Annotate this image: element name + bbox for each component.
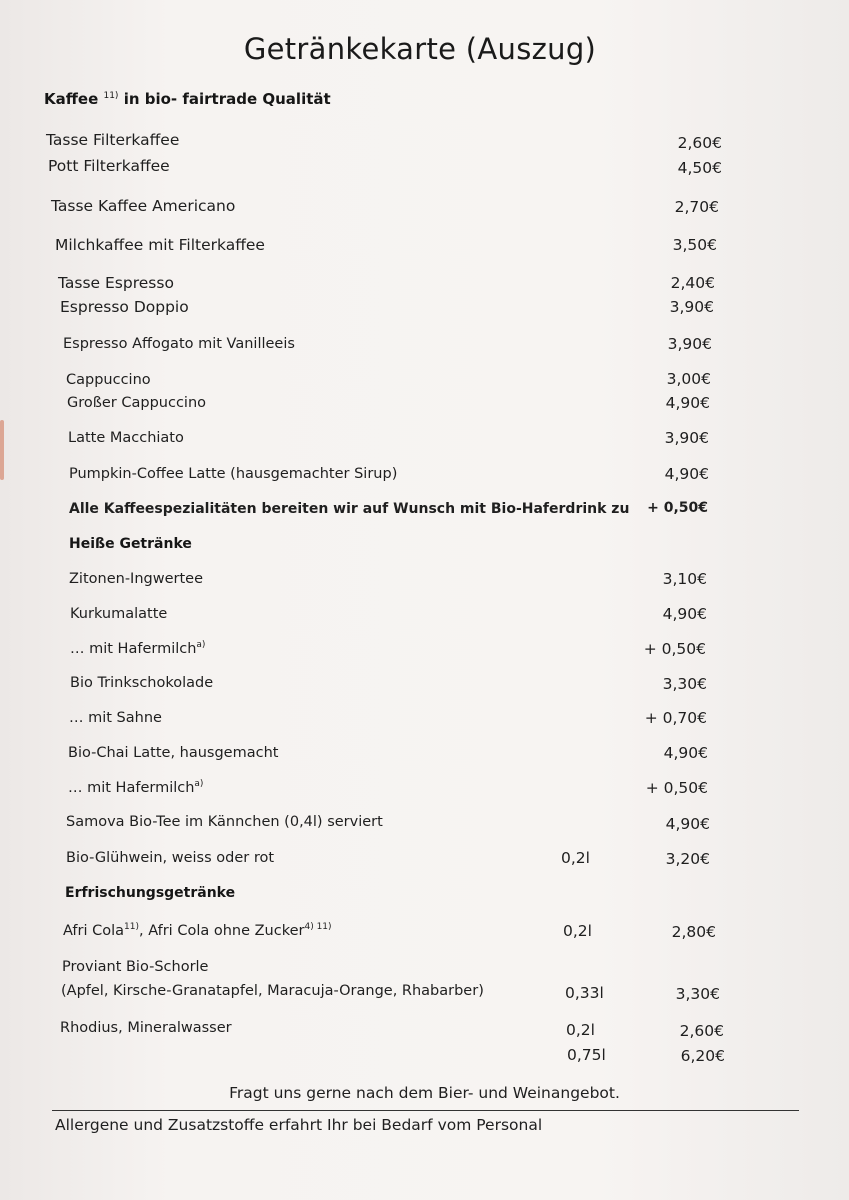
addon-footnote: a) (196, 640, 206, 650)
menu-item-description: (Apfel, Kirsche-Granatapfel, Maracuja-Orange, Rhabarber) (61, 983, 484, 999)
menu-item-volume: 0,2l (566, 1021, 595, 1039)
menu-item-addon (70, 640, 205, 657)
menu-item-price: 4,90€ (665, 394, 710, 412)
oat-drink-note: Alle Kaffeespezialitäten bereiten wir auf Wunsch mit Bio-Haferdrink zu (69, 501, 630, 517)
menu-item-volume: 0,75l (567, 1046, 606, 1064)
menu-item-name: Tasse Kaffee Americano (51, 197, 236, 215)
menu-item-name: Tasse Filterkaffee (46, 131, 180, 149)
cola-name-1: Afri Cola (63, 922, 125, 939)
menu-item-name: Espresso Affogato mit Vanilleeis (63, 336, 295, 352)
menu-item-price: 2,80€ (671, 923, 716, 941)
cold-drinks-heading: Erfrischungsgetränke (65, 885, 236, 901)
hot-drinks-heading: Heiße Getränke (69, 536, 192, 552)
cola-name-2: , Afri Cola ohne Zucker (139, 922, 305, 939)
menu-item-name: Großer Cappuccino (67, 395, 207, 411)
menu-item-name: Zitonen-Ingwertee (69, 571, 203, 587)
menu-item-name: Tasse Espresso (58, 274, 174, 292)
menu-item-price: 3,30€ (675, 985, 720, 1003)
menu-item-name: Bio Trinkschokolade (70, 675, 214, 691)
menu-item-addon: … mit Sahne (69, 710, 162, 726)
menu-item-price: 3,90€ (667, 335, 712, 353)
addon-label: … mit Hafermilch (70, 640, 197, 657)
menu-item-name: Pumpkin-Coffee Latte (hausgemachter Sirup) (69, 466, 398, 482)
page-edge-shadow (0, 420, 4, 480)
coffee-section-footnote: 11) (103, 91, 119, 101)
menu-item-price: 2,40€ (670, 274, 715, 292)
menu-item-price: 2,60€ (679, 1022, 724, 1040)
cola-footnote-2: 4) 11) (304, 922, 332, 932)
menu-item-price: + 0,50€ (643, 640, 706, 658)
menu-item-name: Pott Filterkaffee (48, 157, 170, 175)
menu-item-price: 4,50€ (677, 159, 722, 177)
menu-item-name: Rhodius, Mineralwasser (60, 1020, 232, 1036)
oat-drink-price: + 0,50€ (647, 500, 708, 516)
menu-item-price: 4,90€ (664, 465, 709, 483)
menu-item-price: 3,10€ (662, 570, 707, 588)
beer-wine-note: Fragt uns gerne nach dem Bier- und Weinangebot. (229, 1084, 620, 1102)
menu-item-price: 3,90€ (664, 429, 709, 447)
menu-item-name: Milchkaffee mit Filterkaffee (55, 236, 265, 254)
cola-footnote-1: 11) (124, 922, 139, 932)
menu-item-volume: 0,33l (565, 984, 604, 1002)
menu-item-price: 6,20€ (680, 1047, 725, 1065)
divider (52, 1110, 799, 1111)
menu-item-addon (68, 779, 203, 796)
menu-item-name: Cappuccino (66, 372, 151, 388)
menu-item-price: 3,50€ (672, 236, 717, 254)
addon-label: … mit Hafermilch (68, 779, 195, 796)
menu-item-name: Samova Bio-Tee im Kännchen (0,4l) serviert (66, 814, 383, 830)
menu-item-price: + 0,70€ (644, 709, 707, 727)
menu-item-name: Kurkumalatte (70, 606, 168, 622)
allergen-note: Allergene und Zusatzstoffe erfahrt Ihr bei Bedarf vom Personal (55, 1116, 543, 1134)
menu-item-name: Proviant Bio-Schorle (62, 959, 209, 975)
menu-item-name (63, 922, 332, 939)
menu-item-price: 4,90€ (665, 815, 710, 833)
menu-item-price: 3,00€ (666, 370, 711, 388)
menu-item-volume: 0,2l (563, 922, 592, 940)
coffee-section-heading (44, 90, 331, 108)
menu-item-price: 4,90€ (663, 744, 708, 762)
menu-item-name: Latte Macchiato (68, 430, 184, 446)
menu-item-price: 3,20€ (665, 850, 710, 868)
menu-item-price: + 0,50€ (645, 779, 708, 797)
page-title: Getränkekarte (Auszug) (243, 32, 597, 66)
menu-item-name: Espresso Doppio (60, 298, 189, 316)
menu-item-name: Bio-Chai Latte, hausgemacht (68, 745, 279, 761)
menu-item-price: 2,70€ (674, 198, 719, 216)
coffee-section-suffix: in bio- fairtrade Qualität (123, 90, 331, 108)
addon-footnote: a) (194, 779, 204, 789)
menu-item-name: Bio-Glühwein, weiss oder rot (66, 850, 275, 866)
menu-item-price: 4,90€ (662, 605, 707, 623)
menu-item-price: 3,90€ (669, 298, 714, 316)
menu-item-price: 3,30€ (662, 675, 707, 693)
coffee-section-label: Kaffee (44, 90, 99, 108)
menu-item-price: 2,60€ (677, 134, 722, 152)
menu-item-volume: 0,2l (561, 849, 590, 867)
